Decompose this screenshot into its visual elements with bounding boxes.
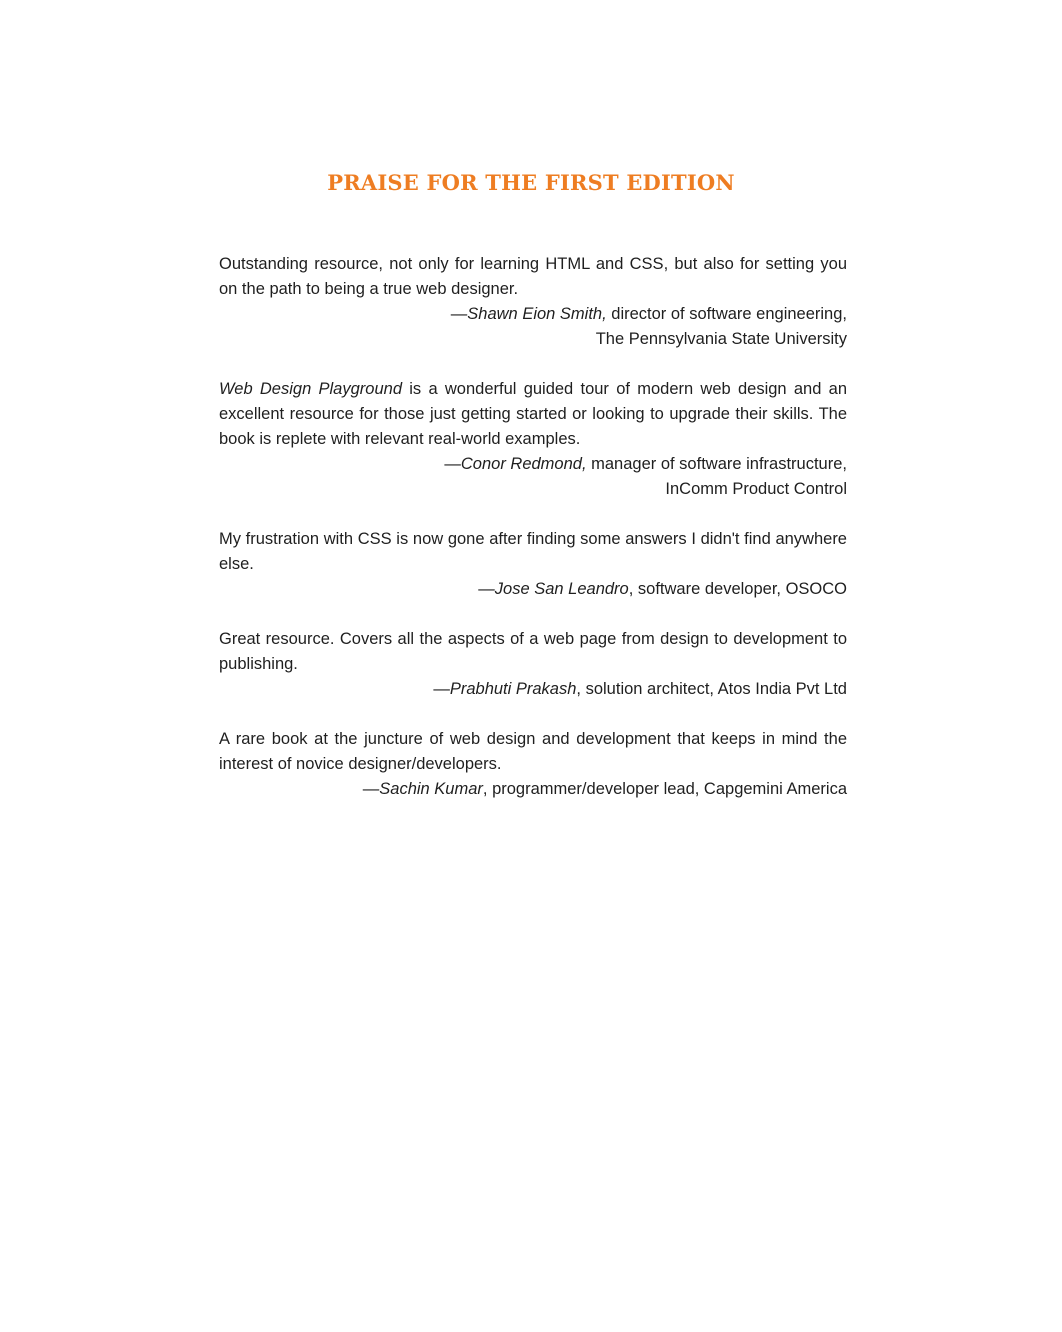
attribution-dash: — bbox=[450, 305, 468, 323]
quote-attribution bbox=[219, 777, 847, 802]
quote-attribution bbox=[219, 452, 847, 502]
reviewer-name: Jose San Leandro bbox=[494, 580, 629, 598]
attribution-dash: — bbox=[478, 580, 495, 598]
reviewer-name: Shawn Eion Smith, bbox=[467, 305, 607, 323]
reviewer-role: , solution architect, Atos India Pvt Ltd bbox=[576, 680, 847, 698]
quote-text bbox=[219, 377, 847, 452]
quote-body: My frustration with CSS is now gone after finding some answers I didn't find anywhere else. bbox=[219, 530, 847, 573]
quote-text bbox=[219, 727, 847, 777]
reviewer-name: Prabhuti Prakash bbox=[449, 680, 577, 698]
quote-attribution bbox=[219, 577, 847, 602]
quote-block bbox=[219, 377, 847, 502]
attribution-line bbox=[219, 452, 847, 477]
quote-block bbox=[219, 727, 847, 802]
attribution-line bbox=[219, 677, 847, 702]
quote-body: Outstanding resource, not only for learning HTML and CSS, but also for setting you on the path to being a true web designer. bbox=[219, 255, 847, 298]
attribution-line bbox=[219, 302, 847, 327]
reviewer-role: , programmer/developer lead, Capgemini America bbox=[482, 780, 847, 798]
quote-body: A rare book at the juncture of web design and development that keeps in mind the interest of novice designer/developers. bbox=[219, 730, 847, 773]
quote-block bbox=[219, 627, 847, 702]
reviewer-name: Conor Redmond, bbox=[460, 455, 587, 473]
quote-text bbox=[219, 527, 847, 577]
attribution-dash: — bbox=[362, 780, 380, 798]
quote-text bbox=[219, 627, 847, 677]
reviewer-role: manager of software infrastructure, bbox=[586, 455, 847, 473]
quote-body: Great resource. Covers all the aspects of a web page from design to development to publishing. bbox=[219, 630, 847, 673]
reviewer-organization: InComm Product Control bbox=[665, 480, 847, 498]
reviewer-role: director of software engineering, bbox=[606, 305, 847, 323]
quote-attribution bbox=[219, 302, 847, 352]
attribution-dash: — bbox=[444, 455, 461, 473]
quote-title-italic: Web Design Playground bbox=[219, 380, 402, 398]
attribution-line bbox=[219, 577, 847, 602]
reviewer-name: Sachin Kumar bbox=[379, 780, 483, 798]
page-heading: PRAISE FOR THE FIRST EDITION bbox=[327, 170, 735, 195]
reviewer-role: , software developer, OSOCO bbox=[628, 580, 847, 598]
quote-body: is a wonderful guided tour of modern web design and an excellent resource for those just getting started or looking to upgrade their skills. The book is replete with relevant real-world examples. bbox=[219, 380, 847, 448]
reviewer-organization: The Pennsylvania State University bbox=[595, 330, 847, 348]
attribution-dash: — bbox=[433, 680, 450, 698]
attribution-line bbox=[219, 777, 847, 802]
quote-attribution bbox=[219, 677, 847, 702]
praise-quotes bbox=[219, 252, 847, 827]
quote-block bbox=[219, 252, 847, 352]
quote-block bbox=[219, 527, 847, 602]
quote-text bbox=[219, 252, 847, 302]
